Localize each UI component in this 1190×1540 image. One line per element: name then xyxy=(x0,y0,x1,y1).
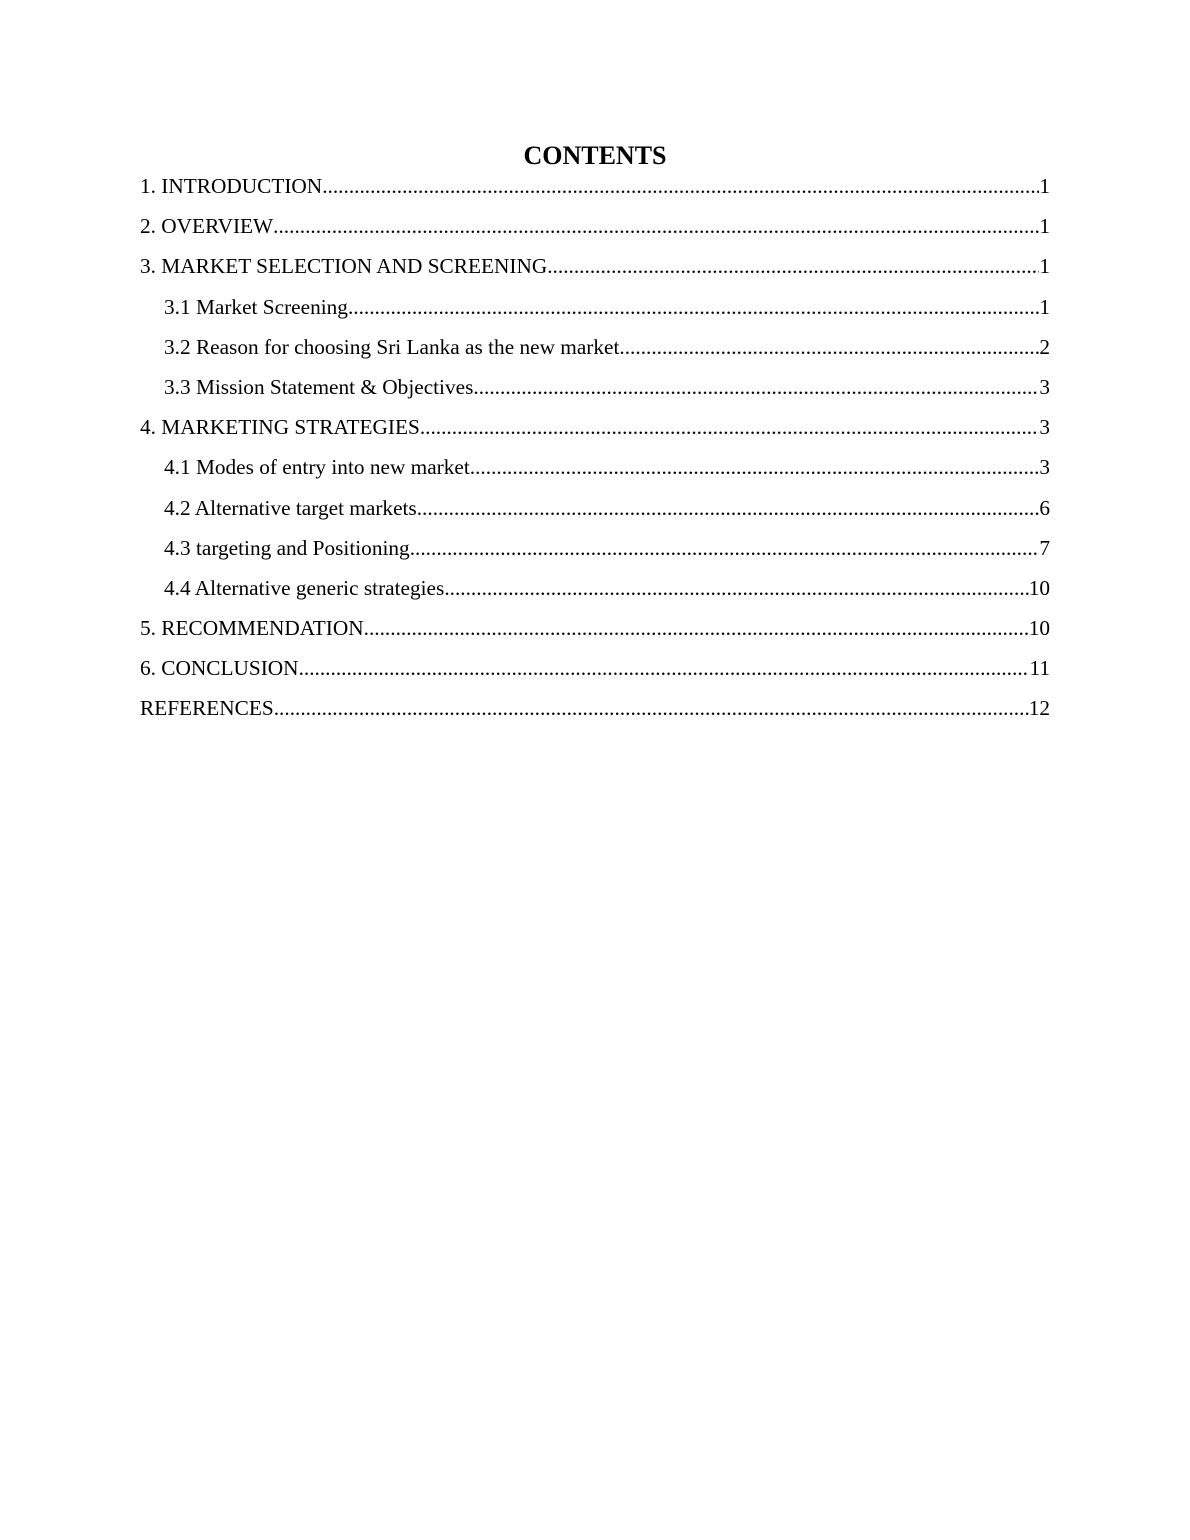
toc-entry-page-number: 12 xyxy=(1028,696,1050,721)
toc-entry-page-number: 7 xyxy=(1039,535,1050,560)
toc-entry-marketing-strategies[interactable] xyxy=(140,410,1050,450)
toc-entry-page-number: 3 xyxy=(1039,455,1050,480)
table-of-contents xyxy=(140,169,1050,732)
toc-entry-page-number: 10 xyxy=(1028,575,1050,600)
toc-entry-label: 5. RECOMMENDATION xyxy=(140,616,364,641)
toc-entry-label: 3.1 Market Screening xyxy=(164,294,348,319)
toc-entry-mission-statement[interactable] xyxy=(140,370,1050,410)
toc-entry-page-number: 1 xyxy=(1039,254,1050,279)
dot-leader xyxy=(322,169,1039,203)
toc-entry-label: 3.3 Mission Statement & Objectives xyxy=(164,374,474,399)
dot-leader xyxy=(547,249,1039,283)
toc-entry-page-number: 1 xyxy=(1039,294,1050,319)
toc-entry-targeting-positioning[interactable] xyxy=(140,531,1050,571)
toc-entry-page-number: 6 xyxy=(1039,495,1050,520)
dot-leader xyxy=(420,410,1040,444)
dot-leader xyxy=(473,370,1039,404)
toc-entry-label: 4. MARKETING STRATEGIES xyxy=(140,415,420,440)
dot-leader xyxy=(619,330,1039,364)
toc-entry-overview[interactable] xyxy=(140,209,1050,249)
toc-entry-label: 4.4 Alternative generic strategies xyxy=(164,575,445,600)
toc-entry-page-number: 1 xyxy=(1039,214,1050,239)
dot-leader xyxy=(364,611,1029,645)
dot-leader xyxy=(273,209,1039,243)
page-title: CONTENTS xyxy=(523,141,667,170)
toc-entry-recommendation[interactable] xyxy=(140,611,1050,651)
toc-entry-page-number: 3 xyxy=(1039,415,1050,440)
toc-entry-label: 3. MARKET SELECTION AND SCREENING xyxy=(140,254,548,279)
dot-leader xyxy=(417,491,1040,525)
toc-entry-label: 4.1 Modes of entry into new market xyxy=(164,455,470,480)
toc-entry-conclusion[interactable] xyxy=(140,651,1050,691)
toc-entry-introduction[interactable] xyxy=(140,169,1050,209)
toc-entry-alternative-target-markets[interactable] xyxy=(140,491,1050,531)
toc-entry-page-number: 2 xyxy=(1039,334,1050,359)
toc-entry-generic-strategies[interactable] xyxy=(140,571,1050,611)
toc-entry-references[interactable] xyxy=(140,691,1050,731)
dot-leader xyxy=(410,531,1040,565)
dot-leader xyxy=(348,290,1039,324)
toc-entry-modes-of-entry[interactable] xyxy=(140,450,1050,490)
toc-entry-reason-sri-lanka[interactable] xyxy=(140,330,1050,370)
toc-entry-market-selection[interactable] xyxy=(140,249,1050,289)
dot-leader xyxy=(444,571,1028,605)
dot-leader xyxy=(299,651,1030,685)
dot-leader xyxy=(470,450,1040,484)
dot-leader xyxy=(274,691,1029,725)
toc-entry-label: 4.3 targeting and Positioning xyxy=(164,535,410,560)
toc-entry-label: 2. OVERVIEW xyxy=(140,214,274,239)
toc-entry-page-number: 3 xyxy=(1039,374,1050,399)
toc-entry-page-number: 1 xyxy=(1039,174,1050,198)
toc-entry-page-number: 11 xyxy=(1029,656,1050,681)
toc-entry-label: REFERENCES xyxy=(140,696,274,721)
toc-entry-market-screening[interactable] xyxy=(140,290,1050,330)
toc-entry-label: 3.2 Reason for choosing Sri Lanka as the new market xyxy=(164,334,620,359)
toc-entry-label: 6. CONCLUSION xyxy=(140,656,299,681)
toc-entry-label: 4.2 Alternative target markets xyxy=(164,495,417,520)
toc-entry-label: 1. INTRODUCTION xyxy=(140,174,323,198)
toc-entry-page-number: 10 xyxy=(1028,616,1050,641)
